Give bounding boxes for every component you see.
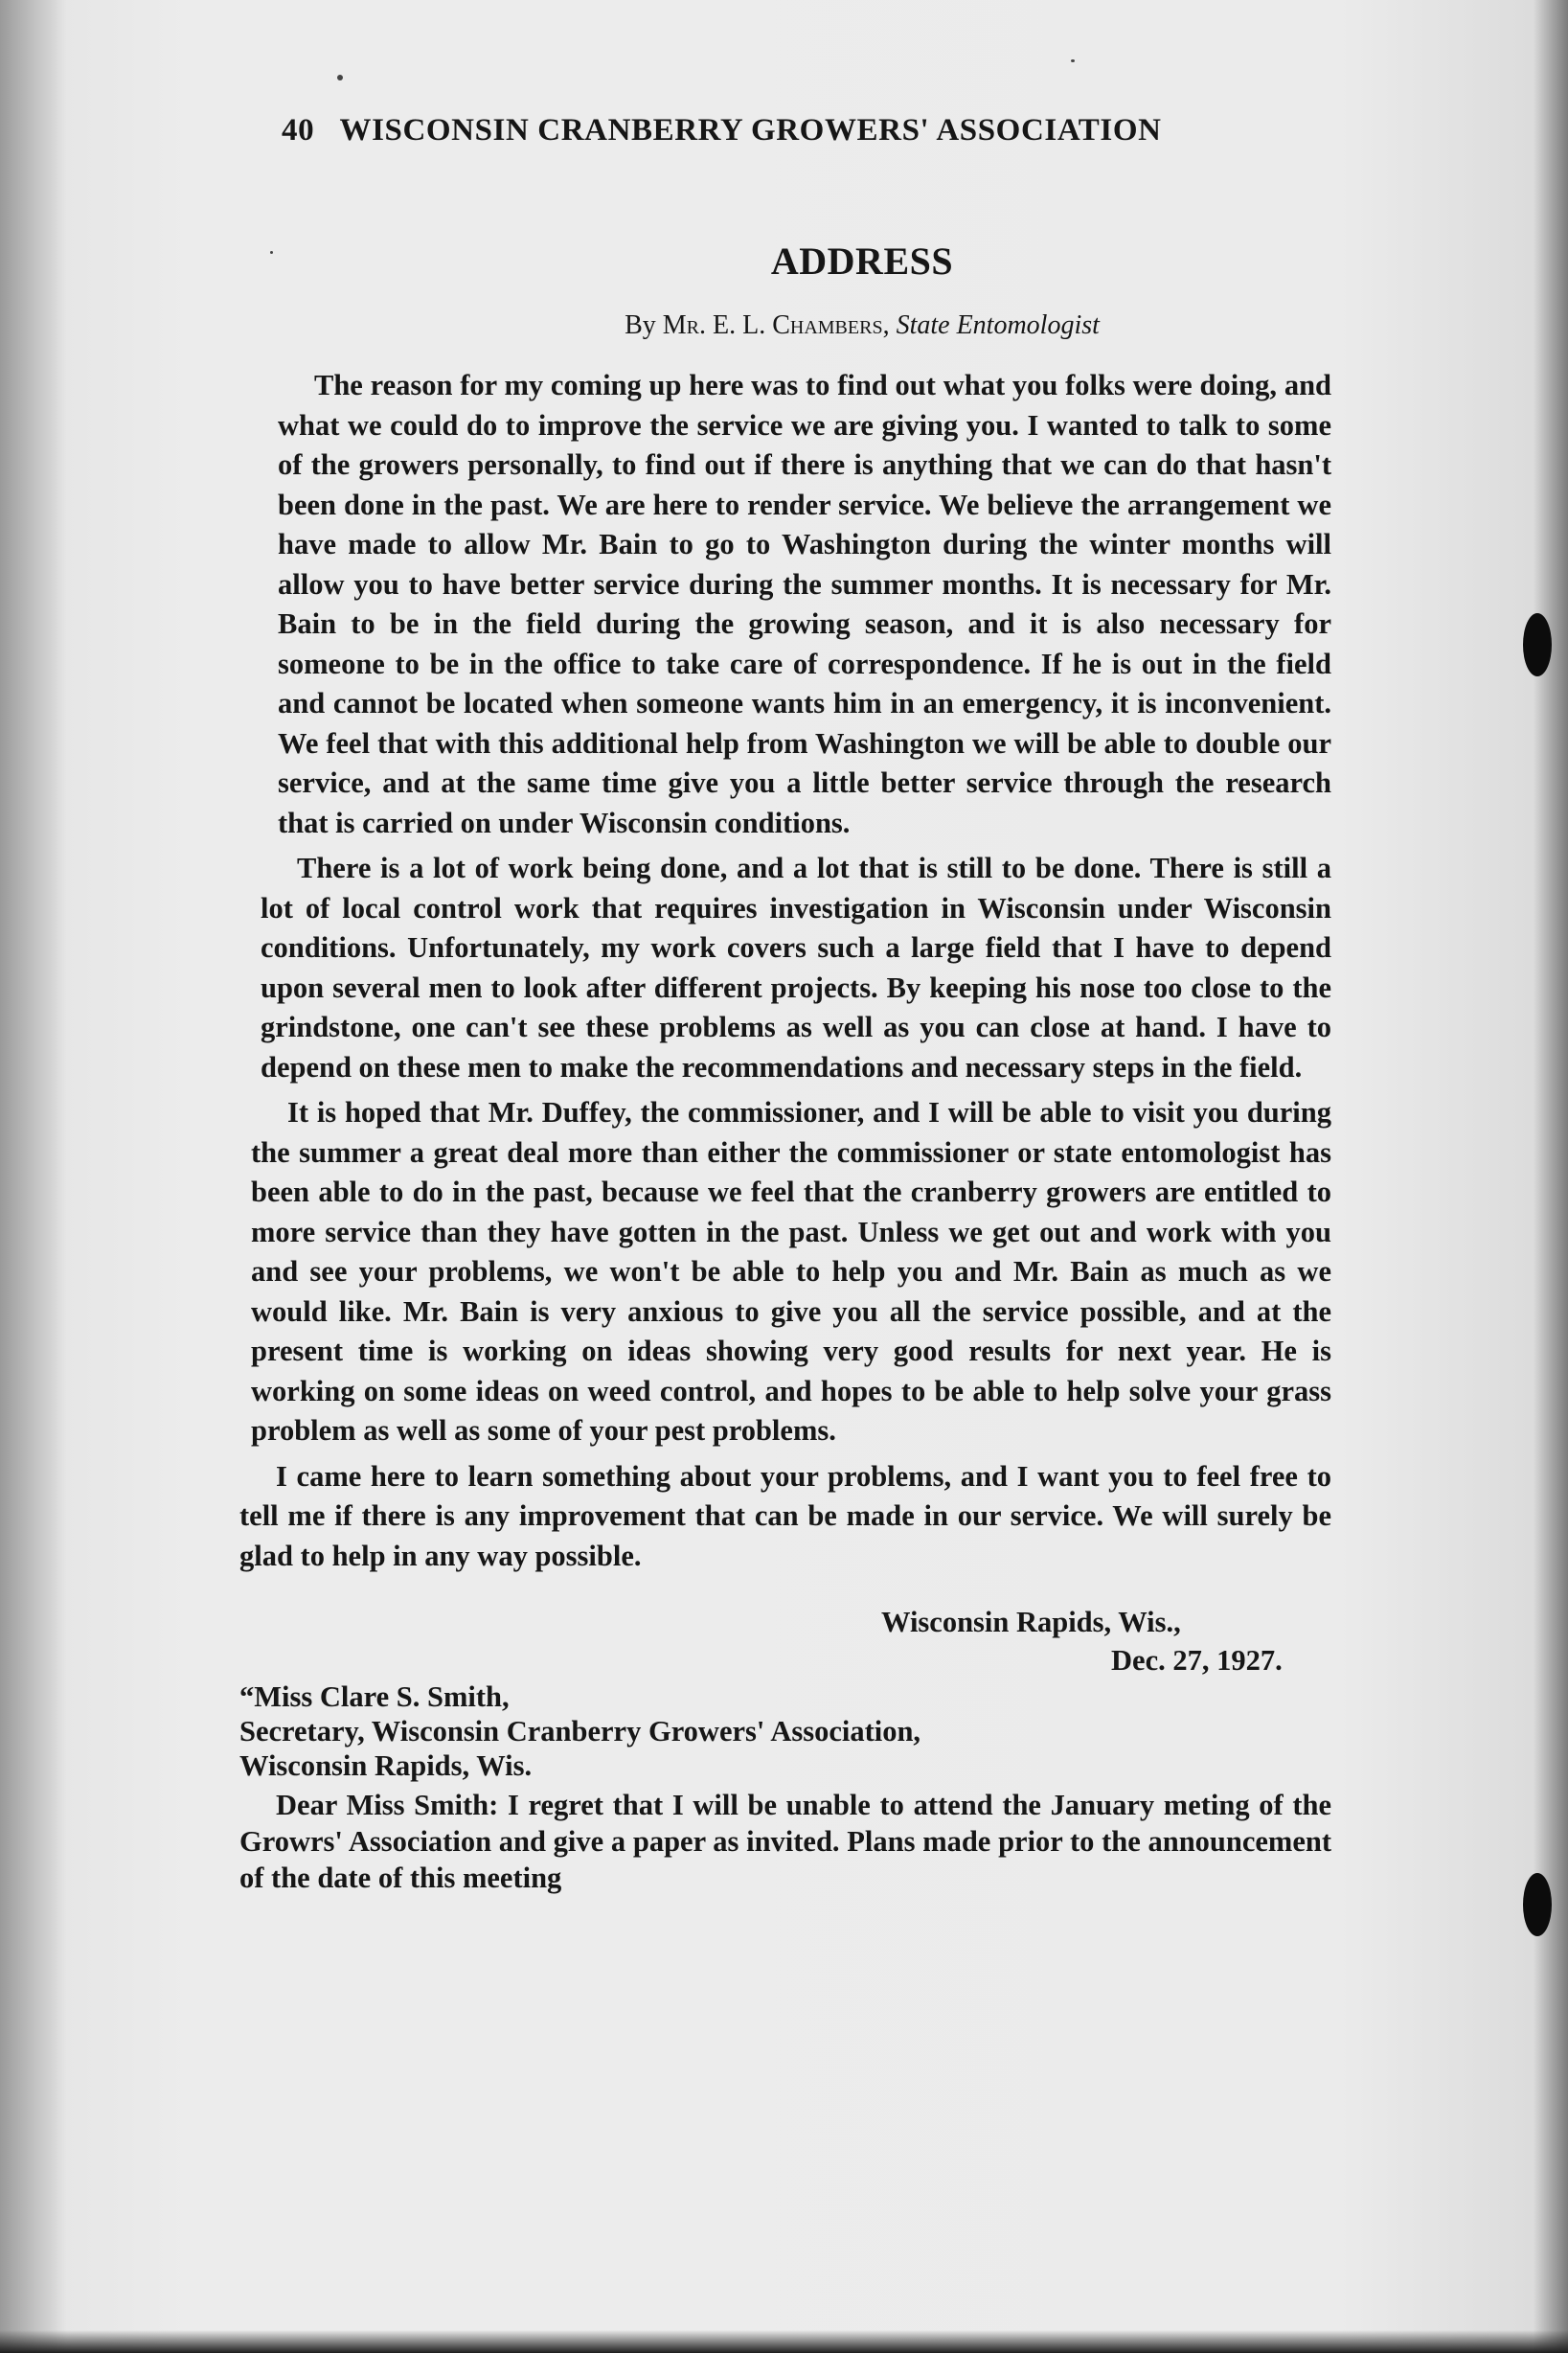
letter-date: Dec. 27, 1927.: [1111, 1644, 1283, 1677]
binder-hole-bottom: [1523, 1873, 1552, 1936]
article-body: [239, 366, 1331, 1576]
letter-dateline: [239, 1603, 1331, 1679]
byline-by: By: [625, 310, 656, 340]
paragraph: I came here to learn something about your problems, and I want you to feel free to tell me if there is any improvement that can be made in our service. We will surely be glad to help in any way possible.: [239, 1459, 1331, 1572]
dust-speck: [337, 75, 343, 80]
scan-bottom-edge: [0, 2330, 1568, 2353]
letter-addressee: “Miss Clare S. Smith,: [239, 1680, 510, 1713]
byline: [393, 310, 1331, 341]
letter-addressee-city: Wisconsin Rapids, Wis.: [239, 1749, 533, 1782]
dust-speck: [1071, 59, 1075, 62]
page-content: [239, 113, 1331, 1896]
paragraph: There is a lot of work being done, and a lot that is still to be done. There is still a lot of local control work that requires investigation in Wisconsin under Wisconsin conditions. Unfortunately, my work covers such a large field that I have to depend upon several men to look after different projects. By keeping his nose too close to the grindstone, one can't see these problems as well as you can close at hand. I have to depend on these men to make the recommendations and necessary steps in the field.: [261, 852, 1331, 1084]
binding-gutter: [0, 0, 67, 2353]
page-number: 40: [282, 113, 315, 148]
paragraph: The reason for my coming up here was to find out what you folks were doing, and what we could do to improve the service we are giving you. I wanted to talk to some of the growers personally, to find out if there is anything that we can do that hasn't been done in the past. We are here to render service. We believe the arrangement we have made to allow Mr. Bain to go to Washington during the winter months will allow you to have better service during the summer months. It is necessary for Mr. Bain to be in the field during the growing season, and it is also necessary for someone to be in the office to take care of correspondence. If he is out in the field and cannot be located when someone wants him in an emergency, it is inconvenient. We feel that with this additional help from Washington we will be able to double our service, and at the same time give you a little better service through the research that is carried on under Wisconsin conditions.: [278, 369, 1331, 839]
running-header: [282, 113, 1331, 148]
page-edge-shadow: [1534, 0, 1568, 2353]
author-role: State Entomologist: [896, 310, 1100, 340]
letter: [239, 1679, 1331, 1896]
letter-place: Wisconsin Rapids, Wis.,: [881, 1606, 1181, 1638]
letter-addressee-title: Secretary, Wisconsin Cranberry Growers' Association,: [239, 1715, 921, 1748]
paragraph: It is hoped that Mr. Duffey, the commissioner, and I will be able to visit you during the summer a great deal more than either the commissioner or state entomologist has been able to do in the past, because we feel that the cranberry growers are entitled to more service than they have gotten in the past. Unless we get out and work with you and see your problems, we won't be able to help you and Mr. Bain as much as we would like. Mr. Bain is very anxious to give you all the service possible, and at the present time is working on ideas showing very good results for next year. He is working on some ideas on weed control, and hopes to be able to help solve your grass problem as well as some of your pest problems.: [251, 1096, 1331, 1447]
author-name: Mr. E. L. Chambers,: [662, 310, 890, 340]
binder-hole-top: [1523, 613, 1552, 676]
article-title: ADDRESS: [770, 240, 954, 283]
letter-salutation: Dear Miss Smith: I regret that I will be unable to attend the January meting of the Growrs' Association and give a paper as invited. Plans made prior to the announcement of the date of this meeting: [239, 1789, 1331, 1894]
running-title: WISCONSIN CRANBERRY GROWERS' ASSOCIATION: [339, 113, 1162, 148]
